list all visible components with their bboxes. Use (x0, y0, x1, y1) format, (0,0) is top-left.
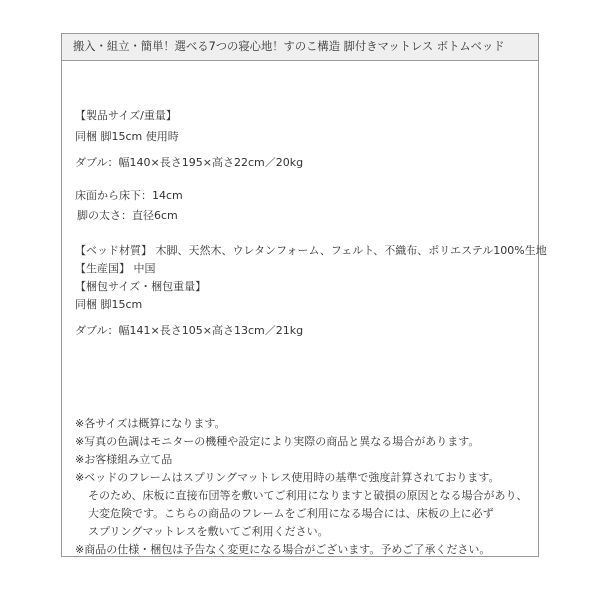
package-type: 同梱 脚15cm (75, 298, 143, 311)
double-size: ダブル：幅140×長さ195×高さ22cm／20kg (75, 156, 304, 169)
note-color-variance: ※写真の色調はモニターの機種や設定により実際の商品と異なる場合があります。 (75, 435, 480, 448)
size-package-type: 同梱 脚15cm 使用時 (75, 130, 179, 143)
leg-thickness: 脚の太さ：直径6cm (77, 209, 178, 222)
note-frame-strength: ※ベッドのフレームはスプリングマットレス使用時の基準で強度計算されております。 (75, 471, 500, 484)
floor-clearance: 床面から床下：14cm (75, 189, 183, 202)
package-heading: 【梱包サイズ・梱包重量】 (75, 280, 207, 293)
bed-material: 【ベッド材質】 木脚、天然木、ウレタンフォーム、フェルト、不織布、ポリエステル100%生地 (75, 244, 547, 257)
note-spec-change: ※商品の仕様・梱包は予告なく変更になる場合がございます。予めご了承ください。 (75, 543, 491, 556)
note-frame-strength-2: そのため、床板に直接布団等を敷いてご利用になりますと破損の原因となる場合があり、 (88, 489, 528, 502)
country-of-origin: 【生産国】 中国 (75, 262, 156, 275)
note-frame-strength-3: 大変危険です。こちらの商品のフレームをご利用になる場合には、床板の上に必ず (88, 507, 494, 520)
note-frame-strength-4: スプリングマットレスを敷いてご利用ください。 (88, 525, 329, 538)
size-weight-heading: 【製品サイズ/重量】 (75, 109, 177, 122)
product-spec-panel (61, 33, 547, 557)
spec-header-title: 搬入・組立・簡単！選べる7つの寝心地！すのこ構造 脚付きマットレス ボトムベッド (62, 34, 538, 61)
note-approx-size: ※各サイズは概算になります。 (75, 417, 226, 430)
note-assembly: ※お客様組み立て品 (75, 453, 173, 466)
package-double: ダブル：幅141×長さ105×高さ13cm／21kg (75, 324, 304, 337)
